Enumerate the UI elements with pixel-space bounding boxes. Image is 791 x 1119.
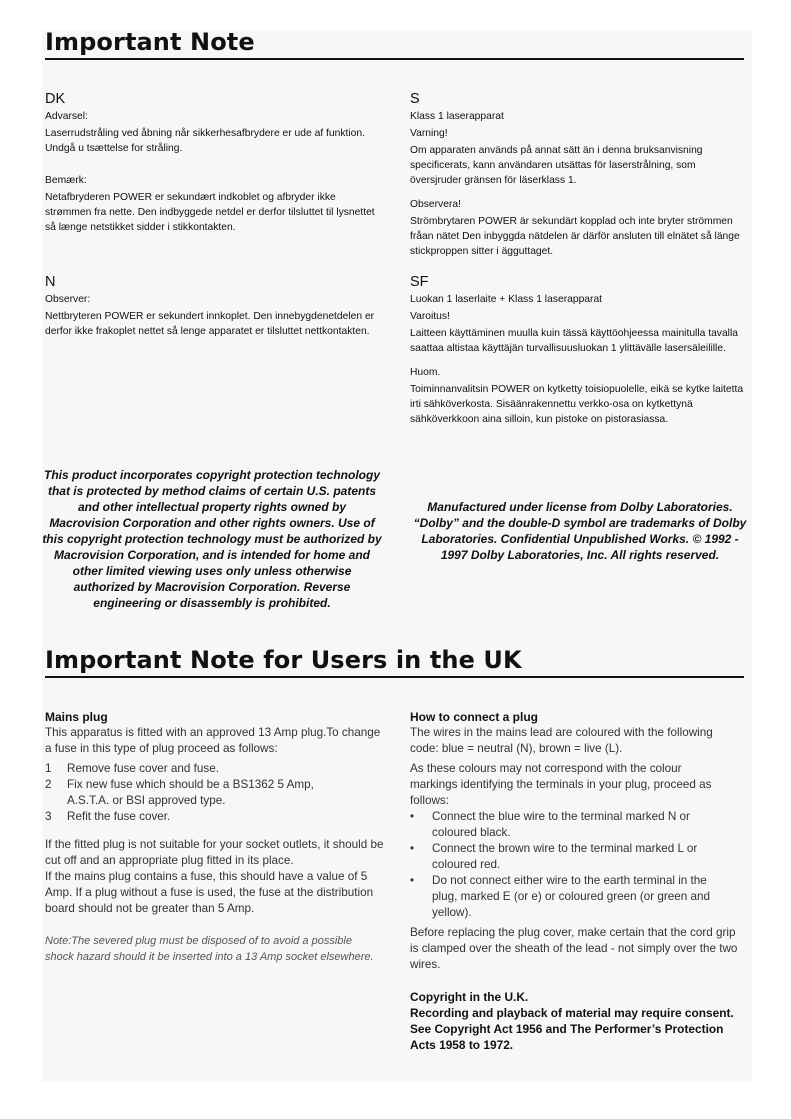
bullet-text: Connect the blue wire to the terminal marked N or coloured black. xyxy=(432,810,690,839)
fuse-step xyxy=(45,809,345,825)
uk-copyright-title: Copyright in the U.K. xyxy=(410,990,529,1004)
uk-copyright-section xyxy=(410,989,750,1053)
step-text: Remove fuse cover and fuse. xyxy=(67,762,220,775)
dk-advarsel-text: Laserrudstråling ved åbning når sikkerhesafbrydere er ude af funktion. Undgå u tsættelse for stråling. xyxy=(45,128,365,154)
lang-code-sf: SF xyxy=(410,274,429,290)
step-text: Fix new fuse which should be a BS1362 5 Amp, A.S.T.A. or BSI approved type. xyxy=(67,778,314,807)
sf-luokan: Luokan 1 laserlaite + Klass 1 laserapparat xyxy=(410,294,603,305)
dk-bemaerk-text: Netafbryderen POWER er sekundært indkoblet og afbryder ikke strømmen fra nette. Den indbyggede netdel er derfor tilsluttet til lysnettet så længe netstikket sidder i stikkontakten. xyxy=(45,192,375,233)
sf-section xyxy=(410,292,745,427)
bullet-marker: • xyxy=(410,874,415,887)
n-observer-label: Observer: xyxy=(45,294,91,305)
s-observera-label: Observera! xyxy=(410,199,461,210)
connect-plug-para: As these colours may not correspond with the colour markings identifying the terminals in your plug, proceed as follows: xyxy=(410,762,712,807)
wiring-bullet-item xyxy=(410,841,728,873)
step-number: 2 xyxy=(45,778,52,791)
s-varning-label: Varning! xyxy=(410,128,448,139)
mains-plug-intro: This apparatus is fitted with an approved 13 Amp plug.To change a fuse in this type of plug proceed as follows: xyxy=(45,726,381,755)
important-note-title: Important Note xyxy=(45,28,255,56)
s-section xyxy=(410,109,745,259)
s-observera-text: Strömbrytaren POWER är sekundärt kopplad och inte bryter strömmen fråan nätet Den inbyggda nätdelen är därför ansluten till elnätet så länge stickproppen sitter i ägguttaget. xyxy=(410,216,740,257)
n-section xyxy=(45,292,382,339)
wiring-bullet-list xyxy=(410,809,728,921)
dk-bemaerk-label: Bemærk: xyxy=(45,175,87,186)
wiring-bullet-item xyxy=(410,873,728,921)
sf-huom-label: Huom. xyxy=(410,367,441,378)
lang-code-dk: DK xyxy=(45,91,66,107)
bullet-text: Connect the brown wire to the terminal marked L or coloured red. xyxy=(432,842,698,871)
sf-varoitus-text: Laitteen käyttäminen muulla kuin tässä käyttöohjeessa mainitulla tavalla saattaa altistaa käyttäjän turvallisuusluokan 1 ylittävälle lasersäleilille. xyxy=(410,328,738,354)
fuse-steps-list xyxy=(45,761,345,825)
title-rule-1 xyxy=(45,58,744,60)
bullet-text: Do not connect either wire to the earth terminal in the plug, marked E (or e) or coloured green (or green and yellow). xyxy=(432,874,711,919)
fuse-step xyxy=(45,777,345,809)
dolby-notice: Manufactured under license from Dolby Laboratories. “Dolby” and the double-D symbol are trademarks of Dolby Laboratories. Confidential Unpublished Works. © 1992 - 1997 Dolby Laboratories, Inc. All rights reserved. xyxy=(413,500,747,562)
dk-advarsel-label: Advarsel: xyxy=(45,111,88,122)
bullet-marker: • xyxy=(410,842,415,855)
lang-code-n: N xyxy=(45,274,56,290)
mains-plug-title: Mains plug xyxy=(45,710,108,724)
connect-plug-intro: The wires in the mains lead are coloured with the following code: blue = neutral (N), brown = live (L). xyxy=(410,726,713,755)
uk-note-title: Important Note for Users in the UK xyxy=(45,646,522,674)
bullet-marker: • xyxy=(410,810,415,823)
step-number: 1 xyxy=(45,762,52,775)
title-rule-2 xyxy=(45,676,744,678)
dk-section xyxy=(45,109,380,235)
lang-code-s: S xyxy=(410,91,420,107)
mains-paragraph-2: If the mains plug contains a fuse, this should have a value of 5 Amp. If a plug without a fuse is used, the fuse at the distribution board should not be greater than 5 Amp. xyxy=(45,870,374,915)
wiring-bullet-item xyxy=(410,809,728,841)
connect-plug-closing: Before replacing the plug cover, make certain that the cord grip is clamped over the sheath of the lead - not simply over the two wires. xyxy=(410,926,738,971)
severed-plug-note: Note:The severed plug must be disposed of to avoid a possible shock hazard should it be inserted into a 13 Amp socket elsewhere. xyxy=(45,935,374,963)
connect-plug-title: How to connect a plug xyxy=(410,710,538,724)
s-varning-text: Om apparaten används på annat sätt än i denna bruksanvisning specificerats, kann användaren utsättas för laserstrålning, som översjruder gränsen för läserklass 1. xyxy=(410,145,703,186)
fuse-step xyxy=(45,761,345,777)
mains-paragraph-1: If the fitted plug is not suitable for your socket outlets, it should be cut off and an appropriate plug fitted in its place. xyxy=(45,838,384,867)
n-observer-text: Nettbryteren POWER er sekundert innkoplet. Den innebygdenetdelen er derfor ikke frakoplet nettet så lenge apparatet er tilsluttet nettkontakten. xyxy=(45,311,375,337)
macrovision-notice: This product incorporates copyright protection technology that is protected by method claims of certain U.S. patents and other intellectual property rights owned by Macrovision Corporation and other rights owners. Use of this copyright protection technology must be authorized by Macrovision Corporation, and is intended for home and other limited viewing uses only unless otherwise authorized by Macrovision Corporation. Reverse engineering or disassembly is prohibited. xyxy=(42,468,382,610)
sf-varoitus-label: Varoitus! xyxy=(410,311,450,322)
step-text: Refit the fuse cover. xyxy=(67,810,171,823)
step-number: 3 xyxy=(45,810,52,823)
sf-huom-text: Toiminnanvalitsin POWER on kytketty toisiopuolelle, eikä se kytke laitetta irti sähköverkosta. Sisäänrakennettu verkko-osa on kytkettynä sähköverkkoon aina silloin, kun pistoke on pistorasiassa. xyxy=(410,384,744,425)
uk-copyright-text: Recording and playback of material may require consent. See Copyright Act 1956 and The Performer’s Protection Acts 1958 to 1972. xyxy=(410,1006,734,1052)
s-klass: Klass 1 laserapparat xyxy=(410,111,504,122)
